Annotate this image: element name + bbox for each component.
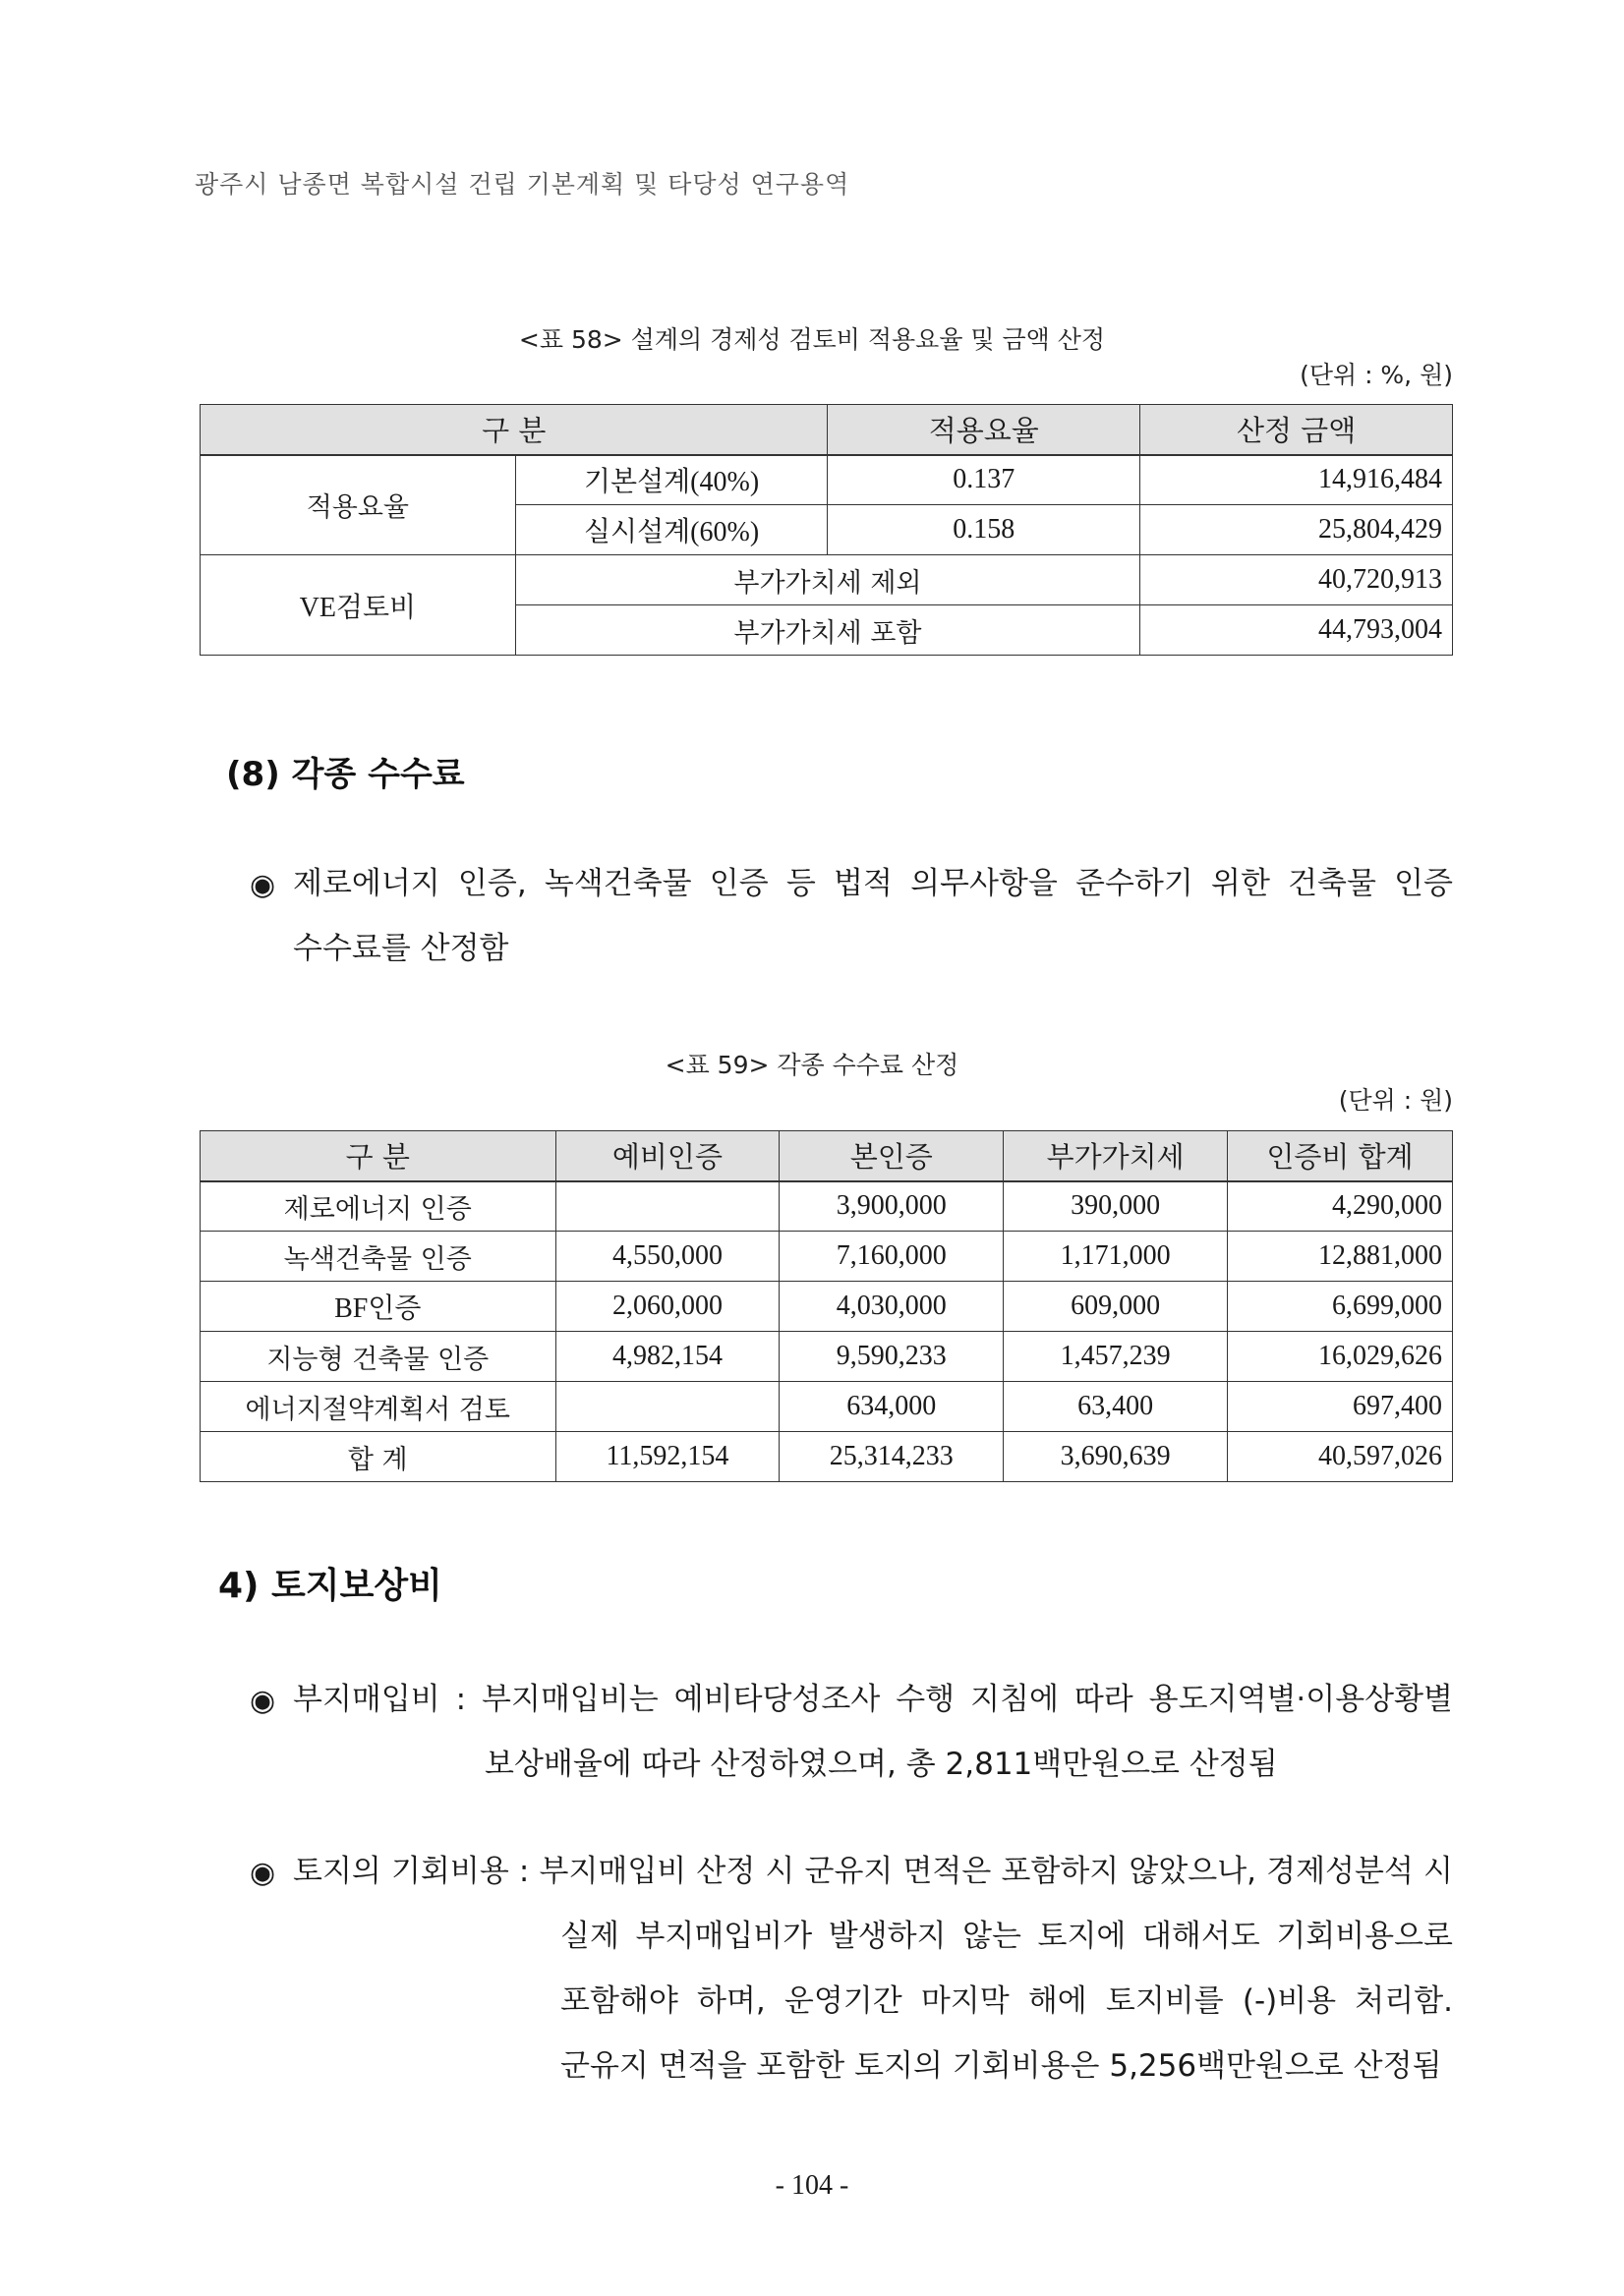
table59-row-label: BF인증	[201, 1282, 556, 1332]
table59-row-label: 제로에너지 인증	[201, 1181, 556, 1232]
table58-header-amount: 산정 금액	[1140, 405, 1453, 455]
table59-main: 3,900,000	[780, 1181, 1004, 1232]
table59-total: 16,029,626	[1228, 1332, 1453, 1382]
table59-pre: 11,592,154	[555, 1432, 780, 1482]
table59-vat: 390,000	[1004, 1181, 1228, 1232]
table59-header-vat: 부가가치세	[1004, 1131, 1228, 1181]
table59-vat: 1,171,000	[1004, 1232, 1228, 1282]
table59-pre: 2,060,000	[555, 1282, 780, 1332]
table58-row-label: 기본설계(40%)	[515, 455, 828, 505]
bullet-icon: ◉	[250, 1856, 276, 1890]
table59-vat: 1,457,239	[1004, 1332, 1228, 1382]
table59-header-pre: 예비인증	[555, 1131, 780, 1181]
paragraph-line: 보상배율에 따라 산정하였으며, 총 2,811백만원으로 산정됨	[485, 1747, 1278, 1782]
bullet-icon: ◉	[250, 868, 276, 902]
table59-total: 40,597,026	[1228, 1432, 1453, 1482]
table59-unit: (단위 : 원)	[1338, 1086, 1453, 1115]
table-row-total	[201, 1432, 1453, 1482]
running-header: 광주시 남종면 복합시설 건립 기본계획 및 타당성 연구용역	[195, 170, 850, 199]
table58-unit: (단위 : %, 원)	[1300, 361, 1453, 389]
table58-group-label: 적용요율	[201, 455, 516, 555]
table59-header-main: 본인증	[780, 1131, 1004, 1181]
paragraph-line: 제로에너지 인증, 녹색건축물 인증 등 법적 의무사항을 준수하기 위한 건축물 인증	[293, 866, 1453, 901]
table59-caption: <표 59> 각종 수수료 산정	[665, 1051, 959, 1079]
table59-main: 7,160,000	[780, 1232, 1004, 1282]
table59-total: 12,881,000	[1228, 1232, 1453, 1282]
table-row	[201, 1282, 1453, 1332]
table59-main: 9,590,233	[780, 1332, 1004, 1382]
table59-header-total: 인증비 합계	[1228, 1131, 1453, 1181]
table59-total: 697,400	[1228, 1382, 1453, 1432]
table59-pre	[555, 1382, 780, 1432]
table-row	[201, 1332, 1453, 1382]
table-row	[201, 555, 1453, 605]
table58	[200, 404, 1453, 656]
table59-row-label: 합 계	[201, 1432, 556, 1482]
bullet-icon: ◉	[250, 1684, 276, 1718]
table58-amount: 14,916,484	[1140, 455, 1453, 505]
table58-amount: 25,804,429	[1140, 505, 1453, 555]
paragraph-line: 포함해야 하며, 운영기간 마지막 해에 토지비를 (-)비용 처리함.	[560, 1983, 1453, 2019]
table59-total: 4,290,000	[1228, 1181, 1453, 1232]
table58-row-label: 실시설계(60%)	[515, 505, 828, 555]
table58-group-label: VE검토비	[201, 555, 516, 656]
table59-row-label: 녹색건축물 인증	[201, 1232, 556, 1282]
table59-pre: 4,982,154	[555, 1332, 780, 1382]
table59-main: 25,314,233	[780, 1432, 1004, 1482]
table59-row-label: 에너지절약계획서 검토	[201, 1382, 556, 1432]
table-row	[201, 1382, 1453, 1432]
paragraph-line: 실제 부지매입비가 발생하지 않는 토지에 대해서도 기회비용으로	[560, 1919, 1453, 1954]
paragraph-line: 군유지 면적을 포함한 토지의 기회비용은 5,256백만원으로 산정됨	[560, 2048, 1442, 2084]
table59-main: 634,000	[780, 1382, 1004, 1432]
table59-header-row	[201, 1131, 1453, 1181]
table58-amount: 44,793,004	[1140, 605, 1453, 656]
paragraph-line: 수수료를 산정함	[293, 931, 509, 966]
table58-rate: 0.158	[828, 505, 1140, 555]
table-row	[201, 1232, 1453, 1282]
table59-vat: 63,400	[1004, 1382, 1228, 1432]
table58-row-label: 부가가치세 포함	[515, 605, 1139, 656]
table58-amount: 40,720,913	[1140, 555, 1453, 605]
paragraph-line: 부지매입비 : 부지매입비는 예비타당성조사 수행 지침에 따라 용도지역별·이용상황별	[293, 1682, 1453, 1717]
page-number: - 104 -	[775, 2170, 849, 2201]
table59-pre: 4,550,000	[555, 1232, 780, 1282]
table58-header-category: 구 분	[201, 405, 828, 455]
table59-header-category: 구 분	[201, 1131, 556, 1181]
table59-pre	[555, 1181, 780, 1232]
table59	[200, 1130, 1453, 1482]
paragraph-line: 토지의 기회비용 : 부지매입비 산정 시 군유지 면적은 포함하지 않았으나, 경제성분석 시	[293, 1854, 1453, 1889]
table58-header-row	[201, 405, 1453, 455]
table59-vat: 609,000	[1004, 1282, 1228, 1332]
table58-header-rate: 적용요율	[828, 405, 1140, 455]
section-heading: 4) 토지보상비	[218, 1566, 442, 1606]
table59-total: 6,699,000	[1228, 1282, 1453, 1332]
table-row	[201, 455, 1453, 505]
table59-row-label: 지능형 건축물 인증	[201, 1332, 556, 1382]
table-row	[201, 1181, 1453, 1232]
table59-vat: 3,690,639	[1004, 1432, 1228, 1482]
table58-caption: <표 58> 설계의 경제성 검토비 적용요율 및 금액 산정	[518, 325, 1106, 354]
section-heading: (8) 각종 수수료	[226, 755, 465, 794]
table59-main: 4,030,000	[780, 1282, 1004, 1332]
table58-rate: 0.137	[828, 455, 1140, 505]
table58-row-label: 부가가치세 제외	[515, 555, 1139, 605]
